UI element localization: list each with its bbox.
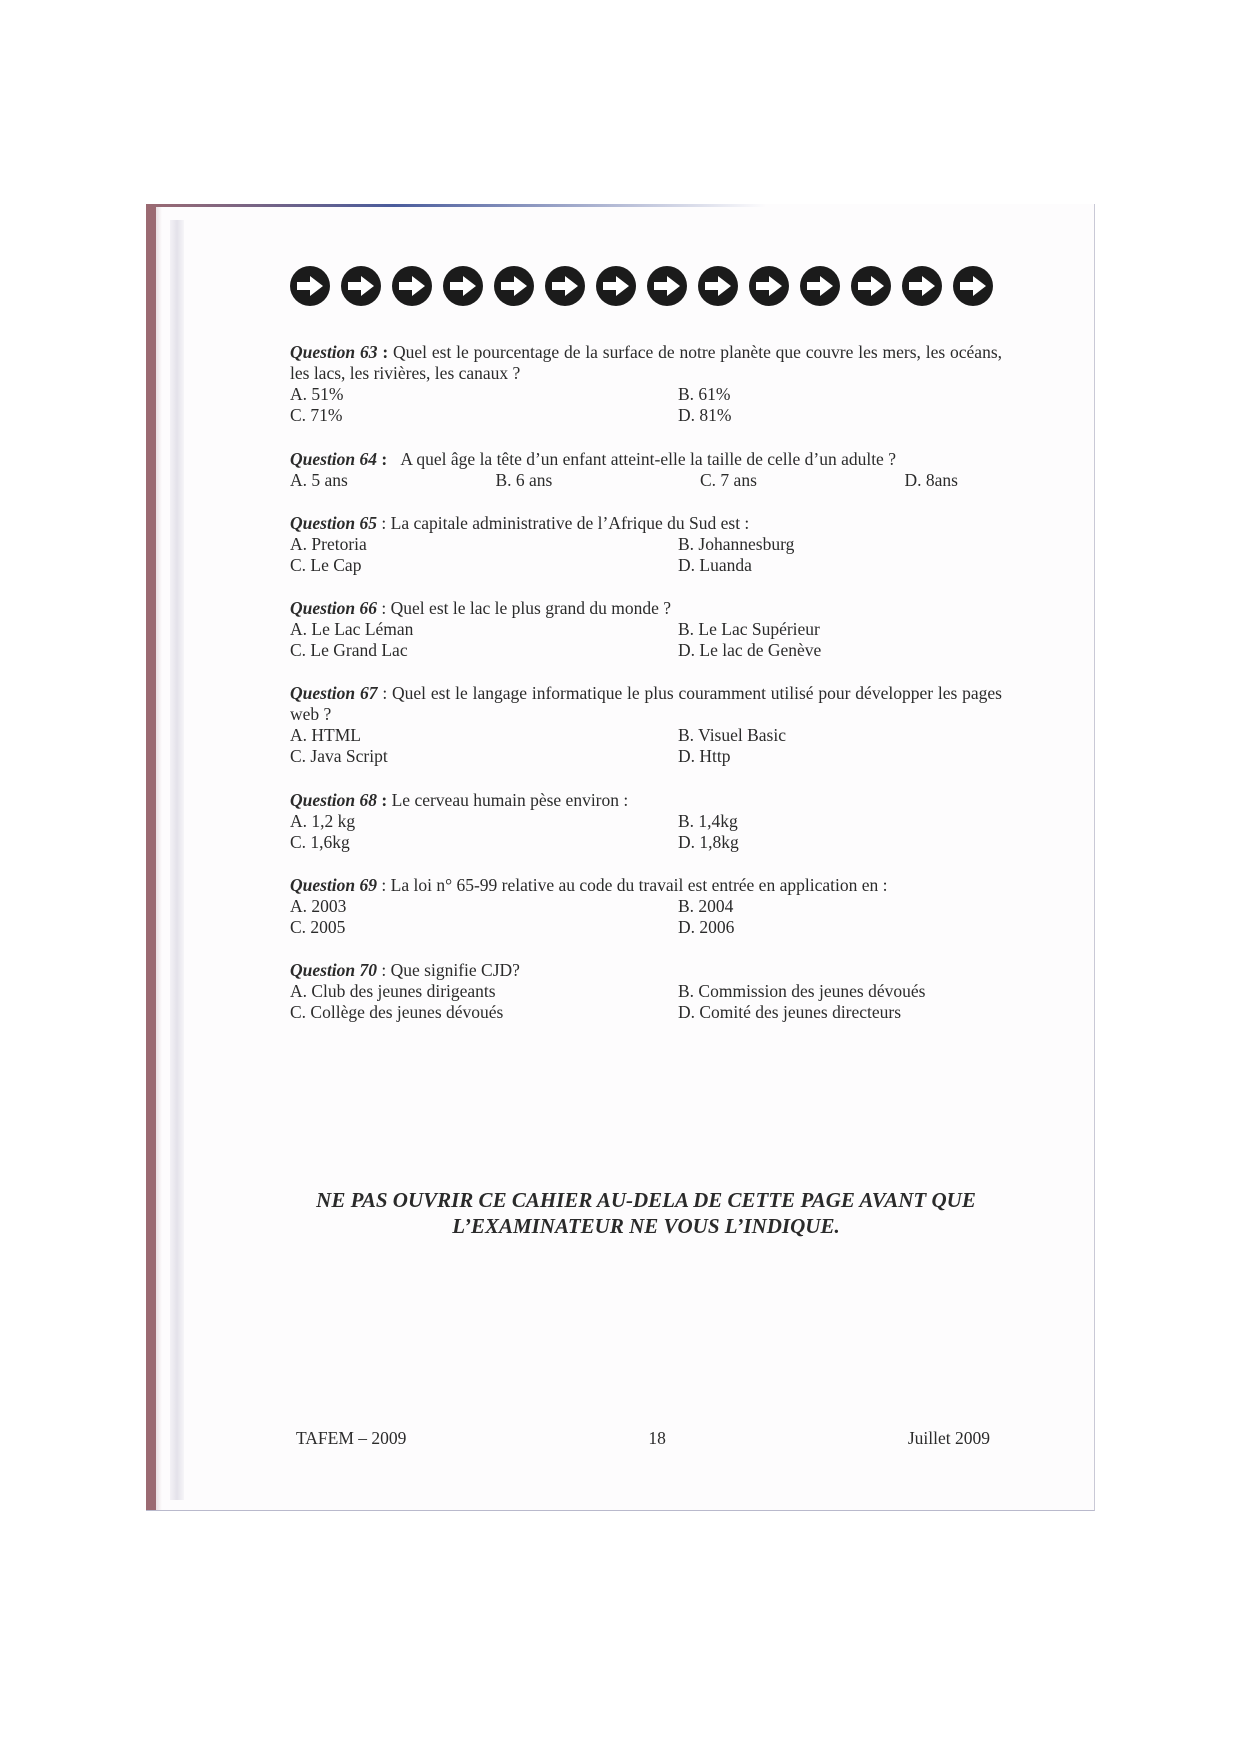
option-a: A. Le Lac Léman bbox=[290, 619, 414, 639]
question-text: A quel âge la tête d’un enfant atteint-elle la taille de celle d’un adulte ? bbox=[400, 449, 896, 469]
question-text: Que signifie CJD? bbox=[390, 960, 520, 980]
option-b: B. Commission des jeunes dévoués bbox=[678, 981, 926, 1001]
option-a: A. 5 ans bbox=[290, 470, 348, 490]
right-arrow-circle-icon bbox=[851, 266, 891, 306]
question-66 bbox=[290, 598, 1002, 661]
question-separator: : bbox=[377, 598, 391, 618]
question-68 bbox=[290, 790, 1002, 853]
question-label: Question 66 bbox=[290, 598, 378, 618]
question-separator: : bbox=[377, 449, 401, 469]
footer-date: Juillet 2009 bbox=[907, 1428, 990, 1448]
page-top-edge bbox=[146, 204, 766, 207]
option-c: C. 1,6kg bbox=[290, 832, 350, 852]
option-a: A. HTML bbox=[290, 725, 361, 745]
option-c: C. Java Script bbox=[290, 746, 388, 766]
footer-exam-name: TAFEM – 2009 bbox=[296, 1428, 407, 1448]
question-separator: : bbox=[377, 513, 391, 533]
question-label: Question 64 bbox=[290, 449, 378, 469]
right-arrow-circle-icon bbox=[953, 266, 993, 306]
option-b: B. 61% bbox=[678, 384, 731, 404]
question-label: Question 68 bbox=[290, 790, 378, 810]
question-label: Question 65 bbox=[290, 513, 378, 533]
right-arrow-circle-icon bbox=[392, 266, 432, 306]
question-text: La loi n° 65-99 relative au code du travail est entrée en application en : bbox=[390, 875, 888, 895]
question-text: Le cerveau humain pèse environ : bbox=[391, 790, 629, 810]
option-a: A. 1,2 kg bbox=[290, 811, 356, 831]
option-b: B. 2004 bbox=[678, 896, 734, 916]
option-b: B. Johannesburg bbox=[678, 534, 795, 554]
page-fold bbox=[170, 220, 184, 1500]
option-c: C. Le Grand Lac bbox=[290, 640, 408, 660]
option-c: C. Collège des jeunes dévoués bbox=[290, 1002, 504, 1022]
option-d: D. Luanda bbox=[678, 555, 752, 575]
question-separator: : bbox=[377, 342, 394, 362]
question-67 bbox=[290, 683, 1002, 767]
question-separator: : bbox=[377, 875, 391, 895]
question-63 bbox=[290, 342, 1002, 426]
option-a: A. 2003 bbox=[290, 896, 347, 916]
option-a: A. 51% bbox=[290, 384, 344, 404]
option-a: A. Club des jeunes dirigeants bbox=[290, 981, 496, 1001]
page-number: 18 bbox=[648, 1428, 666, 1448]
question-label: Question 67 bbox=[290, 683, 378, 703]
question-separator: : bbox=[377, 790, 392, 810]
question-69 bbox=[290, 875, 1002, 938]
right-arrow-circle-icon bbox=[443, 266, 483, 306]
exam-notice bbox=[290, 1187, 1002, 1239]
right-arrow-circle-icon bbox=[698, 266, 738, 306]
option-d: D. 81% bbox=[678, 405, 732, 425]
option-b: B. Le Lac Supérieur bbox=[678, 619, 820, 639]
question-64 bbox=[290, 449, 1002, 491]
option-c: C. 71% bbox=[290, 405, 343, 425]
option-d: D. 1,8kg bbox=[678, 832, 739, 852]
option-d: D. Http bbox=[678, 746, 731, 766]
question-text: Quel est le langage informatique le plus couramment utilisé pour développer les pages web ? bbox=[290, 683, 1002, 724]
question-text: La capitale administrative de l’Afrique du Sud est : bbox=[390, 513, 750, 533]
right-arrow-circle-icon bbox=[902, 266, 942, 306]
option-d: D. 2006 bbox=[678, 917, 735, 937]
right-arrow-circle-icon bbox=[545, 266, 585, 306]
question-label: Question 69 bbox=[290, 875, 378, 895]
notice-line-1: NE PAS OUVRIR CE CAHIER AU-DELA DE CETTE PAGE AVANT QUE bbox=[316, 1188, 976, 1212]
option-d: D. Le lac de Genève bbox=[678, 640, 822, 660]
question-70 bbox=[290, 960, 1002, 1023]
notice-line-2: L’EXAMINATEUR NE VOUS L’INDIQUE. bbox=[452, 1214, 840, 1238]
right-arrow-circle-icon bbox=[749, 266, 789, 306]
right-arrow-circle-icon bbox=[596, 266, 636, 306]
option-c: C. Le Cap bbox=[290, 555, 362, 575]
arrow-banner bbox=[290, 266, 993, 306]
right-arrow-circle-icon bbox=[647, 266, 687, 306]
option-b: B. Visuel Basic bbox=[678, 725, 786, 745]
question-label: Question 63 bbox=[290, 342, 378, 362]
page-footer bbox=[296, 1428, 990, 1449]
question-65 bbox=[290, 513, 1002, 576]
question-text: Quel est le pourcentage de la surface de notre planète que couvre les mers, les océans, les lacs, les rivières, les canaux ? bbox=[290, 342, 1003, 383]
page-edge-shadow bbox=[146, 204, 156, 1510]
question-separator: : bbox=[377, 683, 393, 703]
option-c: C. 7 ans bbox=[700, 470, 757, 490]
question-separator: : bbox=[377, 960, 391, 980]
option-b: B. 6 ans bbox=[495, 470, 553, 490]
right-arrow-circle-icon bbox=[341, 266, 381, 306]
right-arrow-circle-icon bbox=[800, 266, 840, 306]
question-text: Quel est le lac le plus grand du monde ? bbox=[390, 598, 672, 618]
option-c: C. 2005 bbox=[290, 917, 346, 937]
question-label: Question 70 bbox=[290, 960, 378, 980]
page-edge-gradient bbox=[156, 204, 162, 1510]
option-a: A. Pretoria bbox=[290, 534, 367, 554]
option-d: D. Comité des jeunes directeurs bbox=[678, 1002, 902, 1022]
right-arrow-circle-icon bbox=[494, 266, 534, 306]
option-b: B. 1,4kg bbox=[678, 811, 738, 831]
right-arrow-circle-icon bbox=[290, 266, 330, 306]
option-d: D. 8ans bbox=[904, 470, 958, 490]
